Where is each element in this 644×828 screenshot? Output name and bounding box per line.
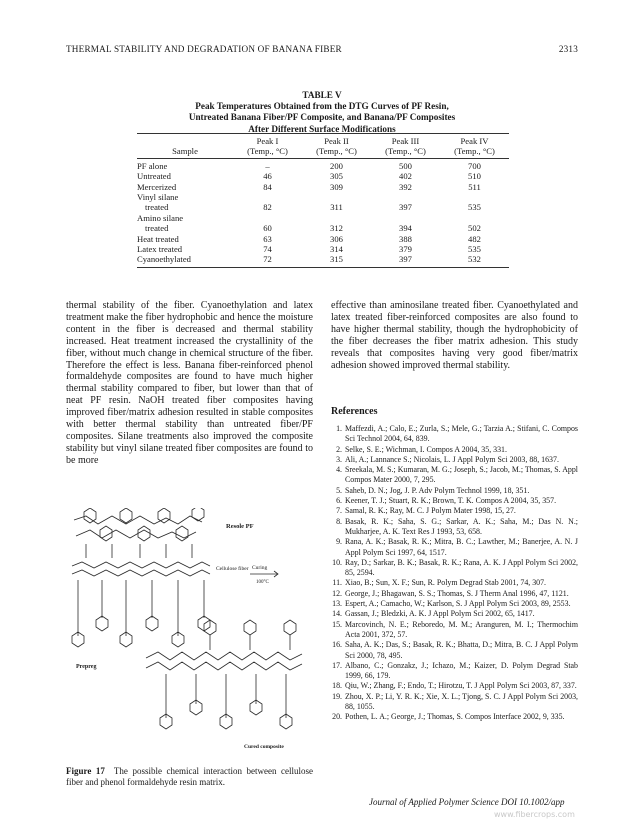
reference-number: 7. — [336, 506, 342, 516]
reference-number: 9. — [336, 537, 342, 547]
reference-text: Saha, A. K.; Das, S.; Basak, R. K.; Bhatta, D.; Mitra, B. C. J Appl Polym Sci 2000, 78, 495. — [345, 640, 578, 660]
reference-text: Albano, C.; Gonzakz, J.; Ichazo, M.; Kaizer, D. Polym Degrad Stab 1999, 66, 179. — [345, 660, 578, 681]
reference-item — [331, 589, 578, 599]
reference-text: Maffezdi, A.; Calo, E.; Zurla, S.; Mele, G.; Tarzia A.; Stifani, C. Compos Sci Technol 2004, 64, 839. — [345, 424, 578, 444]
table-cell: treated — [145, 223, 169, 234]
column-header: Peak IV (Temp., °C) — [440, 134, 509, 159]
reference-number: 5. — [336, 485, 342, 495]
reference-number: 8. — [336, 516, 342, 526]
table-cell: 311 — [330, 202, 343, 213]
reference-text: Samal, R. K.; Ray, M. C. J Polym Mater 1998, 15, 27. — [345, 506, 516, 516]
reference-list — [331, 424, 578, 723]
body-text-left: thermal stability of the fiber. Cyanoethylation and latex treatment make the fiber hydrophobic and hence the moisture content in the fiber is decreased and thermal stability increased. Heat treatment increased the crystallinity of the fiber, without much change in chemical structure of the fiber. Therefore the effect is less. Banana fiber-reinforced phenol formaldehyde composites are found to have much higher thermal stability compared to fiber, but lower than that of neat PF resin. NaOH treated fiber composites having improved fiber/matrix adhesion resulted in stable composites with better thermal stability than untreated fiber/PF composites. Silane treatments also improved the composite stability but vinyl silane treated fiber composites are found to be more — [66, 300, 313, 466]
table-cell: Untreated — [137, 171, 171, 182]
table-cell — [233, 192, 302, 202]
table-cell: 72 — [233, 254, 302, 267]
table-row — [137, 158, 509, 171]
reference-number: 16. — [332, 640, 342, 650]
table-cell: 402 — [399, 171, 412, 182]
table-row — [137, 213, 509, 223]
table-cell — [302, 192, 371, 202]
reference-item — [331, 712, 578, 722]
reference-text: Rana, A. K.; Basak, R. K.; Mitra, B. C.; Lawther, M.; Banerjee, A. N. J Appl Polym Sci 1997, 64, 1517. — [345, 537, 578, 557]
label-cellulose-fiber: Cellulose fiber — [216, 566, 249, 572]
table-row — [137, 182, 509, 192]
table-cell: Heat treated — [137, 233, 179, 244]
table-row — [137, 202, 509, 212]
table-cell: Mercerized — [137, 181, 177, 192]
table-cell: 312 — [330, 223, 343, 234]
reference-number: 11. — [332, 578, 342, 588]
reference-item — [331, 681, 578, 691]
table-cell: 700 — [468, 160, 481, 171]
table-cell: 200 — [330, 160, 343, 171]
reference-text: Saheb, D. N.; Jog, J. P. Adv Polym Technol 1999, 18, 351. — [345, 485, 530, 495]
reference-text: Sreekala, M. S.; Kumaran, M. G.; Joseph, S.; Jacob, M.; Thomas, S. Appl Compos Mater 2000, 7, 295. — [345, 465, 578, 485]
table-row — [137, 244, 509, 254]
table-cell: 511 — [468, 181, 481, 192]
reference-item — [331, 424, 578, 445]
table-cell — [371, 213, 440, 223]
table-cell: PF alone — [137, 160, 168, 171]
chemical-scheme-diagram — [66, 508, 313, 766]
reference-item — [331, 578, 578, 588]
table-caption — [120, 90, 524, 135]
reference-number: 19. — [332, 691, 342, 701]
table-label: TABLE V — [302, 90, 342, 100]
reference-item — [331, 455, 578, 465]
reference-number: 20. — [332, 712, 342, 722]
figure-caption — [66, 766, 313, 788]
reference-text: Ray, D.; Sarkar, B. K.; Basak, R. K.; Rana, A. K. J Appl Polym Sci 2002, 85, 2594. — [345, 557, 578, 578]
reference-number: 13. — [332, 599, 342, 609]
reference-item — [331, 609, 578, 619]
table-title-line: After Different Surface Modifications — [248, 123, 396, 134]
body-text-right: effective than aminosilane treated fiber. Cyanoethylated and latex treated fiber-reinforced composites are also found to have higher thermal stability, though the hydrophobicity of the fiber decreases the fiber matrix adhesion. This study reveals that composites having very good fiber/matrix adhesion showed improved thermal stability. — [331, 300, 578, 371]
reference-item — [331, 496, 578, 506]
reference-item — [331, 599, 578, 609]
figure-label: Figure 17 — [66, 766, 105, 776]
reference-number: 6. — [336, 496, 342, 506]
reference-item — [331, 517, 578, 538]
table-cell — [440, 192, 509, 202]
figure-17 — [66, 508, 313, 766]
table-cell — [233, 213, 302, 223]
table-row — [137, 223, 509, 233]
table-cell: 314 — [330, 244, 343, 255]
table-cell: 502 — [468, 223, 481, 234]
table-cell: 305 — [330, 171, 343, 182]
references-heading: References — [331, 406, 378, 417]
table-cell — [302, 213, 371, 223]
reference-text: Marcovinch, N. E.; Reboredo, M. M.; Aranguren, M. I.; Thermochim Acta 2001, 372, 57. — [345, 619, 578, 639]
table-row — [137, 171, 509, 181]
watermark-text: www.fibercrops.com — [494, 810, 575, 819]
reference-item — [331, 692, 578, 713]
reference-item — [331, 661, 578, 682]
page-number: 2313 — [558, 44, 578, 54]
column-header: Peak I (Temp., °C) — [233, 134, 302, 159]
reference-number: 4. — [336, 465, 342, 475]
reference-number: 2. — [336, 444, 342, 454]
column-header: Peak III (Temp., °C) — [371, 134, 440, 159]
reference-text: Espert, A.; Camacho, W.; Karlson, S. J Appl Polym Sci 2003, 89, 2553. — [345, 599, 571, 609]
reference-item — [331, 620, 578, 641]
running-title: THERMAL STABILITY AND DEGRADATION OF BANANA FIBER — [66, 44, 342, 54]
reference-text: Qiu, W.; Zhang, F.; Endo, T.; Hirotzu, T. J Appl Polym Sci 2003, 87, 337. — [345, 681, 577, 691]
table-cell — [371, 192, 440, 202]
label-cured-composite: Cured composite — [244, 744, 284, 750]
reference-item — [331, 558, 578, 579]
table-cell: 306 — [330, 233, 343, 244]
table-cell — [440, 213, 509, 223]
table-cell: 482 — [468, 233, 481, 244]
running-header — [66, 44, 578, 54]
table-cell: 388 — [399, 233, 412, 244]
table-cell: 63 — [263, 233, 272, 244]
table-row — [137, 254, 509, 267]
reference-item — [331, 640, 578, 661]
table-cell: treated — [145, 202, 169, 213]
table-cell: 379 — [399, 244, 412, 255]
table-cell: 510 — [468, 171, 481, 182]
table-cell: Latex treated — [137, 244, 183, 255]
reference-text: Keener, T. J.; Stuart, R. K.; Brown, T. K. Compos A 2004, 35, 357. — [345, 496, 557, 506]
journal-footer: Journal of Applied Polymer Science DOI 10.1002/app — [369, 797, 565, 807]
table-cell: 84 — [263, 181, 272, 192]
reference-number: 10. — [332, 557, 342, 567]
reference-number: 18. — [332, 681, 342, 691]
reference-number: 12. — [332, 588, 342, 598]
reference-text: Gassan, J.; Bledzki, A. K. J Appl Polym Sci 2002, 65, 1417. — [345, 609, 535, 619]
reference-number: 14. — [332, 609, 342, 619]
reference-item — [331, 465, 578, 486]
column-header: Peak II (Temp., °C) — [302, 134, 371, 159]
table-cell: 535 — [468, 244, 481, 255]
table-cell: 82 — [263, 202, 272, 213]
reference-item — [331, 445, 578, 455]
table-cell: 397 — [371, 254, 440, 267]
reference-text: Ali, A.; Lannance S.; Nicolais, L. J Appl Polym Sci 2003, 88, 1637. — [345, 454, 559, 464]
table-cell: Cyanoethylated — [137, 254, 233, 267]
label-curing: Curing — [252, 565, 268, 571]
reference-number: 15. — [332, 619, 342, 629]
table-row — [137, 192, 509, 202]
reference-text: Selke, S. E.; Wichman, I. Compos A 2004, 35, 331. — [345, 444, 507, 454]
table-cell: 535 — [468, 202, 481, 213]
table-row — [137, 234, 509, 244]
reference-text: Xiao, B.; Sun, X. F.; Sun, R. Polym Degrad Stab 2001, 74, 307. — [345, 578, 547, 588]
label-resole-pf: Resole PF — [226, 523, 254, 530]
table-cell: – — [265, 160, 270, 171]
table-cell: 74 — [263, 244, 272, 255]
reference-text: George, J.; Bhagawan, S. S.; Thomas, S. J Therm Anal 1996, 47, 1121. — [345, 588, 569, 598]
reference-text: Pothen, L. A.; George, J.; Thomas, S. Compos Interface 2002, 9, 335. — [345, 712, 565, 722]
table-cell: Vinyl silane — [137, 192, 179, 203]
table-cell: 500 — [399, 160, 412, 171]
table-cell: 394 — [399, 223, 412, 234]
table-cell: 392 — [399, 181, 412, 192]
peak-temperature-table — [137, 133, 509, 268]
table-cell: 315 — [302, 254, 371, 267]
table-cell: 60 — [263, 223, 272, 234]
table-cell: 46 — [263, 171, 272, 182]
table-cell: Amino silane — [137, 212, 184, 223]
table-cell: 532 — [440, 254, 509, 267]
figure-caption-text: The possible chemical interaction between cellulose fiber and phenol formaldehyde resin matrix. — [66, 766, 313, 787]
reference-item — [331, 506, 578, 516]
reference-number: 3. — [336, 454, 342, 464]
table-title-line: Untreated Banana Fiber/PF Composite, and Banana/PF Composites — [188, 112, 456, 123]
table-cell: 309 — [330, 181, 343, 192]
column-header: Sample — [137, 134, 233, 159]
reference-item — [331, 486, 578, 496]
label-prepreg: Prepreg — [76, 664, 97, 670]
table-header-row — [137, 134, 509, 159]
table-title-line: Peak Temperatures Obtained from the DTG Curves of PF Resin, — [195, 101, 449, 112]
reference-number: 17. — [332, 660, 342, 670]
reference-text: Zhou, X. P.; Li, Y. R. K.; Xie, X. L.; Tjong, S. C. J Appl Polym Sci 2003, 88, 1055. — [345, 691, 578, 712]
reference-item — [331, 537, 578, 558]
table-cell: 397 — [399, 202, 412, 213]
reference-text: Basak, R. K.; Saha, S. G.; Sarkar, A. K.; Saha, M.; Das N. N.; Mukharjee, A. K. Text Res J 1993, 53, 658. — [345, 516, 578, 536]
reference-number: 1. — [336, 424, 342, 433]
label-temperature: 100°C — [256, 580, 269, 585]
